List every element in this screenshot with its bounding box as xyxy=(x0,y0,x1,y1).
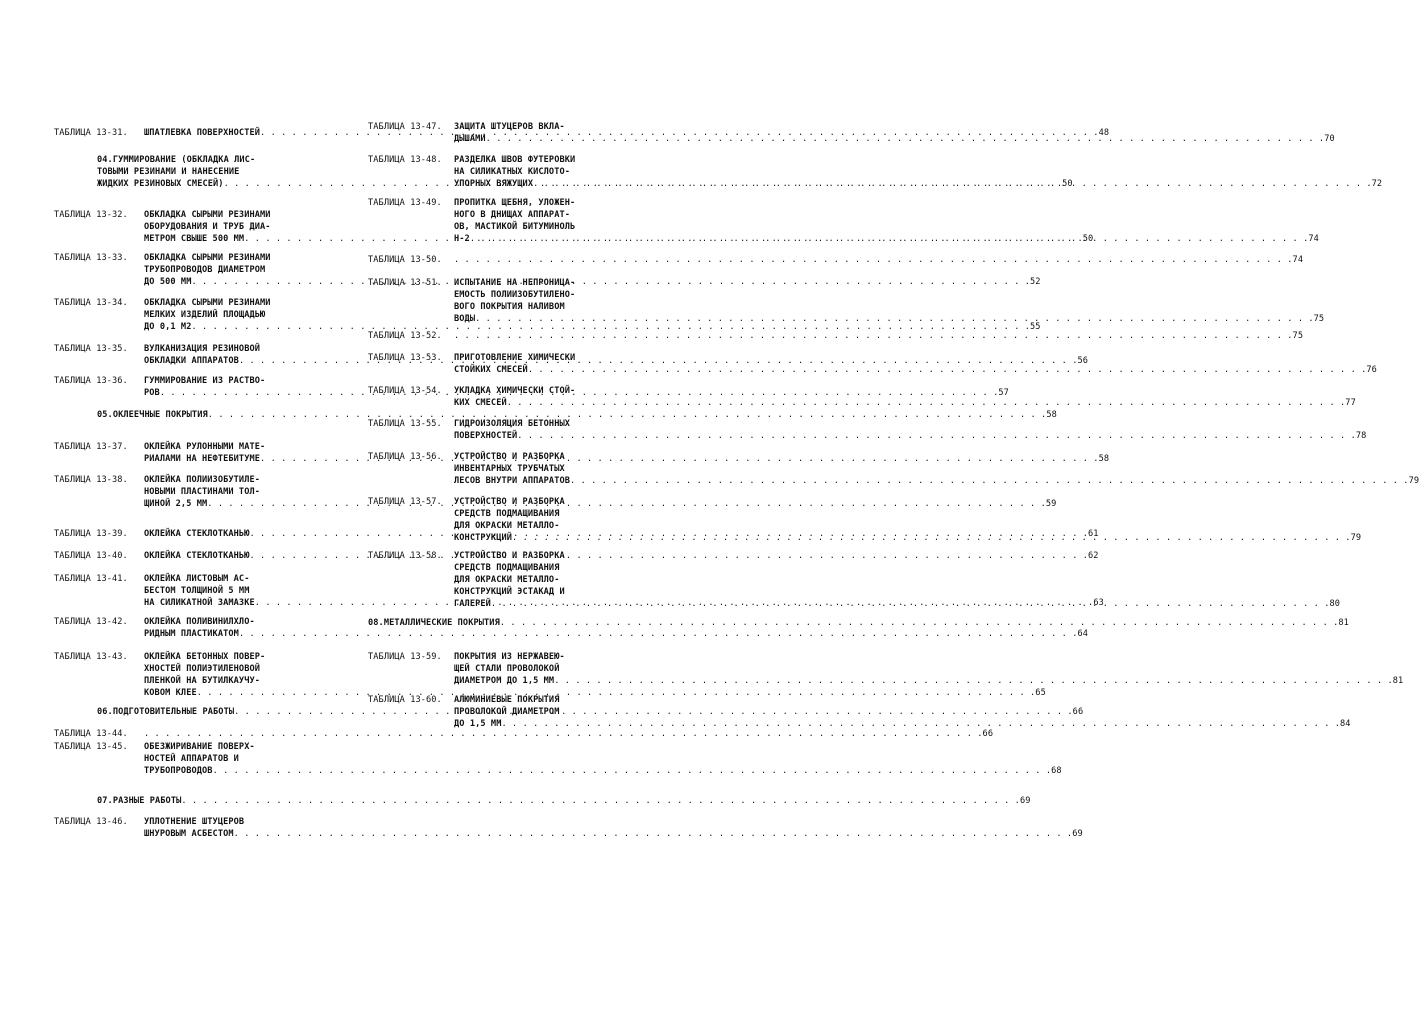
toc-title-line xyxy=(454,154,1382,166)
toc-title-text: ОКЛЕЙКА ПОЛИВИНИЛХЛО- xyxy=(144,617,255,627)
toc-title-text: КИХ СМЕСЕЙ xyxy=(454,398,507,408)
toc-table-number: ТАБЛИЦА 13-57. xyxy=(368,497,442,507)
toc-title-line xyxy=(454,301,1324,313)
toc-title-text: РИАЛАМИ НА НЕФТЕБИТУМЕ xyxy=(144,454,261,464)
toc-page-number: 56 xyxy=(1077,356,1089,366)
toc-title-text: 04.ГУММИРОВАНИЕ (ОБКЛАДКА ЛИС- xyxy=(97,155,256,165)
toc-title-text: НА СИЛИКАТНЫХ КИСЛОТО- xyxy=(454,167,571,177)
toc-title-line xyxy=(454,586,1340,598)
toc-title-text: ДО 1,5 ММ xyxy=(454,719,502,729)
toc-title-line xyxy=(454,508,1361,520)
toc-leader-dots xyxy=(181,795,1020,807)
toc-entry-body xyxy=(454,330,1303,342)
toc-leader-dots xyxy=(491,598,1330,610)
toc-title-line xyxy=(454,663,1403,675)
toc-leader-dots xyxy=(570,475,1409,487)
toc-title-line xyxy=(144,628,1088,640)
toc-leader-dots xyxy=(517,430,1356,442)
toc-leader-dots xyxy=(470,233,1309,245)
toc-title-text: НА СИЛИКАТНОЙ ЗАМАЗКЕ xyxy=(144,598,255,608)
toc-page-number: 69 xyxy=(1019,796,1031,806)
toc-title-text: ОКЛЕЙКА БЕТОННЫХ ПОВЕР- xyxy=(144,652,266,662)
toc-page-number: 59 xyxy=(1045,499,1057,509)
toc-title-text: ОКЛЕЙКА СТЕКЛОТКАНЬЮ xyxy=(144,551,250,561)
toc-entry xyxy=(368,330,1304,342)
toc-table-number: ТАБЛИЦА 13-39. xyxy=(54,529,128,539)
toc-table-number: ТАБЛИЦА 13-58. xyxy=(368,551,442,561)
toc-page-number: 81 xyxy=(1338,618,1349,628)
toc-title-text: СТОЙКИХ СМЕСЕЙ xyxy=(454,365,528,375)
toc-page-number: 64 xyxy=(1077,629,1089,639)
toc-page-number: 79 xyxy=(1408,476,1419,486)
toc-page-number: 79 xyxy=(1350,533,1362,543)
toc-title-text: 05.ОКЛЕЕЧНЫЕ ПОКРЫТИЯ xyxy=(97,410,208,420)
toc-title-text: ТОВЫМИ РЕЗИНАМИ И НАНЕСЕНИЕ xyxy=(97,167,240,177)
toc-title-line xyxy=(454,550,1340,562)
toc-table-number: ТАБЛИЦА 13-49. xyxy=(368,198,442,208)
toc-title-text: ЩИНОЙ 2,5 ММ xyxy=(144,499,208,509)
toc-title-line xyxy=(454,289,1324,301)
toc-table-number: ТАБЛИЦА 13-46. xyxy=(54,817,128,827)
toc-table-number: ТАБЛИЦА 13-55. xyxy=(368,419,442,429)
toc-title-line xyxy=(454,254,1303,266)
toc-title-line xyxy=(454,706,1351,718)
toc-title-text: Н-2 xyxy=(454,234,470,244)
toc-title-line xyxy=(454,352,1377,364)
toc-title-text: ПОКРЫТИЯ ИЗ НЕРЖАВЕЮ- xyxy=(454,652,565,662)
toc-table-number: ТАБЛИЦА 13-50. xyxy=(368,255,442,265)
toc-title-line xyxy=(454,718,1351,730)
toc-title-line xyxy=(454,496,1361,508)
toc-title-text: ГУММИРОВАНИЕ ИЗ РАСТВО- xyxy=(144,376,266,386)
toc-entry-body xyxy=(454,197,1319,245)
toc-title-line xyxy=(454,475,1419,487)
toc-title-line xyxy=(454,313,1324,325)
toc-title-text: ПРОВОЛОКОЙ ДИАМЕТРОМ xyxy=(454,707,560,717)
toc-title-text: ИСПЫТАНИЕ НА НЕПРОНИЦА- xyxy=(454,278,576,288)
toc-title-line xyxy=(144,816,1083,828)
toc-title-line xyxy=(97,795,1031,807)
toc-title-text: ОКЛЕЙКА СТЕКЛОТКАНЬЮ xyxy=(144,529,250,539)
toc-page-number: 62 xyxy=(1088,551,1099,561)
toc-title-line xyxy=(368,617,1349,629)
toc-table-number: ТАБЛИЦА 13-38. xyxy=(54,475,128,485)
toc-leader-dots xyxy=(239,628,1078,640)
toc-title-text: ШПАТЛЕВКА ПОВЕРХНОСТЕЙ xyxy=(144,128,261,138)
toc-page-number: 50 xyxy=(1062,179,1073,189)
toc-title-line xyxy=(454,598,1340,610)
toc-page-number: 78 xyxy=(1355,431,1367,441)
toc-table-number: ТАБЛИЦА 13-54. xyxy=(368,386,442,396)
toc-title-line xyxy=(454,197,1319,209)
toc-title-text: ТРУБОПРОВОДОВ ДИАМЕТРОМ xyxy=(144,265,266,275)
toc-table-number: ТАБЛИЦА 13-31. xyxy=(54,128,128,138)
toc-title-text: ЩЕЙ СТАЛИ ПРОВОЛОКОЙ xyxy=(454,664,560,674)
toc-page-number: 84 xyxy=(1340,719,1351,729)
toc-title-text: КОВОМ КЛЕЕ xyxy=(144,688,197,698)
toc-title-text: ГАЛЕРЕЙ xyxy=(454,599,491,609)
toc-leader-dots xyxy=(234,828,1073,840)
toc-page-number: 70 xyxy=(1324,134,1335,144)
toc-title-text: ЗАЩИТА ШТУЦЕРОВ ВКЛА- xyxy=(454,122,565,132)
toc-entry-body xyxy=(454,121,1335,145)
toc-table-number: ТАБЛИЦА 13-32. xyxy=(54,210,128,220)
toc-title-text: ПОВЕРХНОСТЕЙ xyxy=(454,431,518,441)
toc-title-text: ИНВЕНТАРНЫХ ТРУБЧАТЫХ xyxy=(454,464,565,474)
toc-title-text: НОСТЕЙ АППАРАТОВ И xyxy=(144,754,239,764)
toc-entry-body xyxy=(144,741,1062,777)
toc-entry-body xyxy=(454,352,1377,376)
toc-title-text: ВОДЫ xyxy=(454,314,476,324)
toc-title-text: ВОГО ПОКРЫТИЯ НАЛИВОМ xyxy=(454,302,565,312)
toc-page-number: 80 xyxy=(1329,599,1341,609)
toc-entry xyxy=(368,254,1304,266)
toc-title-text: МЕЛКИХ ИЗДЕЛИЙ ПЛОЩАДЬЮ xyxy=(144,310,266,320)
toc-entry-body xyxy=(368,617,1349,629)
toc-title-text: УСТРОЙСТВО И РАЗБОРКА xyxy=(454,551,565,561)
toc-page-number: 76 xyxy=(1366,365,1377,375)
toc-leader-dots xyxy=(507,397,1346,409)
toc-title-line xyxy=(454,385,1356,397)
toc-page-number: 66 xyxy=(982,729,994,739)
toc-title-text: КОНСТРУКЦИЙ ЭСТАКАД И xyxy=(454,587,565,597)
toc-page-number: 74 xyxy=(1292,255,1304,265)
toc-entry-body xyxy=(454,550,1340,610)
toc-entry-body xyxy=(97,795,1031,807)
toc-page-number: 65 xyxy=(1035,688,1046,698)
toc-title-text: ВУЛКАНИЗАЦИЯ РЕЗИНОВОЙ xyxy=(144,344,261,354)
toc-title-line xyxy=(454,532,1361,544)
toc-title-text: БЕСТОМ ТОЛЩИНОЙ 5 ММ xyxy=(144,586,250,596)
toc-table-number: ТАБЛИЦА 13-40. xyxy=(54,551,128,561)
toc-page-number: 61 xyxy=(1088,529,1099,539)
toc-entry-body xyxy=(454,496,1361,544)
toc-table-number: ТАБЛИЦА 13-41. xyxy=(54,574,128,584)
toc-title-line xyxy=(454,562,1340,574)
toc-title-text: ДО 0,1 М2 xyxy=(144,322,192,332)
toc-title-line xyxy=(454,651,1403,663)
toc-entry-body xyxy=(144,816,1083,840)
toc-title-line xyxy=(454,121,1335,133)
toc-page-number: 57 xyxy=(998,388,1009,398)
toc-title-text: ГИДРОИЗОЛЯЦИЯ БЕТОННЫХ xyxy=(454,419,571,429)
toc-title-text: ШНУРОВЫМ АСБЕСТОМ xyxy=(144,829,234,839)
toc-title-text: НОГО В ДНИЩАХ АППАРАТ- xyxy=(454,210,571,220)
toc-title-text: ОКЛЕЙКА ПОЛИИЗОБУТИЛЕ- xyxy=(144,475,261,485)
toc-page-number: 74 xyxy=(1308,234,1319,244)
toc-title-text: ДИАМЕТРОМ ДО 1,5 ММ xyxy=(454,676,555,686)
toc-title-text: ОБОРУДОВАНИЯ И ТРУБ ДИА- xyxy=(144,222,271,232)
toc-table-number: ТАБЛИЦА 13-42. xyxy=(54,617,128,627)
toc-page-number: 77 xyxy=(1345,398,1356,408)
toc-page-number: 58 xyxy=(1098,454,1110,464)
toc-title-text: ОКЛЕЙКА ЛИСТОВЫМ АС- xyxy=(144,574,250,584)
toc-title-line xyxy=(454,178,1382,190)
toc-title-text: 06.ПОДГОТОВИТЕЛЬНЫЕ РАБОТЫ xyxy=(97,707,235,717)
toc-title-text: ДО 500 ММ xyxy=(144,277,192,287)
toc-title-text: УСТРОЙСТВО И РАЗБОРКА xyxy=(454,497,565,507)
toc-page-number: 75 xyxy=(1313,314,1325,324)
toc-entry xyxy=(54,816,1083,840)
toc-table-number: ТАБЛИЦА 13-36. xyxy=(54,376,128,386)
toc-title-line xyxy=(454,451,1419,463)
toc-leader-dots xyxy=(475,313,1314,325)
toc-page-number: 55 xyxy=(1030,322,1041,332)
toc-title-line xyxy=(144,828,1083,840)
toc-leader-dots xyxy=(486,133,1325,145)
toc-entry-body xyxy=(454,385,1356,409)
toc-title-line xyxy=(454,463,1419,475)
toc-title-line xyxy=(454,418,1366,430)
toc-table-number: ТАБЛИЦА 13-56. xyxy=(368,452,442,462)
toc-title-text: НОВЫМИ ПЛАСТИНАМИ ТОЛ- xyxy=(144,487,261,497)
toc-title-text: АЛЮМИНИЕВЫЕ ПОКРЫТИЯ xyxy=(454,695,560,705)
toc-table-number: ТАБЛИЦА 13-33. xyxy=(54,253,128,263)
toc-leader-dots xyxy=(454,330,1293,342)
toc-title-line xyxy=(144,741,1062,753)
toc-section-heading xyxy=(97,409,1057,421)
toc-title-text: РАЗДЕЛКА ШВОВ ФУТЕРОВКИ xyxy=(454,155,576,165)
toc-table-number: ТАБЛИЦА 13-35. xyxy=(54,344,128,354)
toc-entry xyxy=(368,418,1367,442)
toc-page-number: 66 xyxy=(1072,707,1084,717)
toc-title-text: КОНСТРУКЦИЙ xyxy=(454,533,513,543)
toc-title-line xyxy=(454,133,1335,145)
toc-title-text: ХНОСТЕЙ ПОЛИЭТИЛЕНОВОЙ xyxy=(144,664,261,674)
toc-leader-dots xyxy=(454,254,1293,266)
toc-title-text: СРЕДСТВ ПОДМАЩИВАНИЯ xyxy=(454,509,560,519)
toc-page-number: 72 xyxy=(1371,179,1383,189)
toc-title-text: РИДНЫМ ПЛАСТИКАТОМ xyxy=(144,629,239,639)
toc-title-text: 07.РАЗНЫЕ РАБОТЫ xyxy=(97,796,182,806)
toc-title-text: ОБКЛАДКА СЫРЫМИ РЕЗИНАМИ xyxy=(144,210,271,220)
toc-leader-dots xyxy=(512,532,1351,544)
toc-table-number: ТАБЛИЦА 13-37. xyxy=(54,442,128,452)
toc-entry xyxy=(54,728,994,740)
toc-title-text: ОБКЛАДКИ АППАРАТОВ xyxy=(144,356,239,366)
toc-title-text: ДЛЯ ОКРАСКИ МЕТАЛЛО- xyxy=(454,575,560,585)
toc-title-text: ТРУБОПРОВОДОВ xyxy=(144,766,213,776)
toc-title-line xyxy=(454,430,1366,442)
toc-table-number: ТАБЛИЦА 13-52. xyxy=(368,331,442,341)
toc-title-text: МЕТРОМ СВЫШЕ 500 ММ xyxy=(144,234,245,244)
toc-title-text: ОВ, МАСТИКОЙ БИТУМИНОЛЬ xyxy=(454,222,576,232)
toc-title-text: ОБКЛАДКА СЫРЫМИ РЕЗИНАМИ xyxy=(144,298,271,308)
toc-title-line xyxy=(454,397,1356,409)
toc-title-line xyxy=(454,233,1319,245)
toc-title-text: СРЕДСТВ ПОДМАЩИВАНИЯ xyxy=(454,563,560,573)
toc-title-text: ЖИДКИХ РЕЗИНОВЫХ СМЕСЕЙ) xyxy=(97,179,224,189)
toc-title-line xyxy=(454,520,1361,532)
toc-title-text: ДЛЯ ОКРАСКИ МЕТАЛЛО- xyxy=(454,521,560,531)
toc-title-line xyxy=(454,166,1382,178)
toc-title-line xyxy=(454,574,1340,586)
toc-table-number: ТАБЛИЦА 13-43. xyxy=(54,652,128,662)
toc-table-number: ТАБЛИЦА 13-60. xyxy=(368,695,442,705)
toc-title-line xyxy=(454,675,1403,687)
toc-leader-dots xyxy=(533,178,1372,190)
toc-leader-dots xyxy=(528,364,1367,376)
toc-entry xyxy=(368,651,1404,687)
toc-leader-dots xyxy=(501,718,1340,730)
toc-title-text: 08.МЕТАЛЛИЧЕСКИЕ ПОКРЫТИЯ xyxy=(368,618,500,628)
toc-page-number: 58 xyxy=(1046,410,1057,420)
toc-entry-body xyxy=(454,418,1366,442)
toc-table-number: ТАБЛИЦА 13-34. xyxy=(54,298,128,308)
toc-title-line xyxy=(454,694,1351,706)
toc-table-number: ТАБЛИЦА 13-45. xyxy=(54,742,128,752)
toc-table-number: ТАБЛИЦА 13-51. xyxy=(368,278,442,288)
toc-title-line xyxy=(454,364,1377,376)
toc-title-text: ЕМОСТЬ ПОЛИИЗОБУТИЛЕНО- xyxy=(454,290,576,300)
toc-page-number: 69 xyxy=(1072,829,1083,839)
toc-entry-body xyxy=(454,451,1419,487)
toc-title-text: ОБЕЗЖИРИВАНИЕ ПОВЕРХ- xyxy=(144,742,255,752)
toc-section-heading xyxy=(368,617,1349,629)
toc-section-heading xyxy=(97,795,1031,807)
toc-title-text: ДЫШАМИ xyxy=(454,134,486,144)
toc-title-text: ОБКЛАДКА СЫРЫМИ РЕЗИНАМИ xyxy=(144,253,271,263)
toc-title-text: УСТРОЙСТВО И РАЗБОРКА xyxy=(454,452,565,462)
toc-table-number: ТАБЛИЦА 13-53. xyxy=(368,353,442,363)
toc-entry-body xyxy=(454,277,1324,325)
toc-entry-body xyxy=(454,694,1351,730)
toc-title-line xyxy=(454,209,1319,221)
toc-table-number: ТАБЛИЦА 13-59. xyxy=(368,652,442,662)
toc-entry-body xyxy=(454,254,1303,266)
toc-title-text: РОВ xyxy=(144,388,160,398)
toc-table-number: ТАБЛИЦА 13-48. xyxy=(368,155,442,165)
toc-title-line xyxy=(144,765,1062,777)
toc-table-number: ТАБЛИЦА 13-47. xyxy=(368,122,442,132)
toc-page-number: 68 xyxy=(1051,766,1062,776)
toc-page-number: 52 xyxy=(1030,277,1041,287)
toc-title-text: ПЛЕНКОЙ НА БУТИЛКАУЧУ- xyxy=(144,676,261,686)
toc-title-text: УПЛОТНЕНИЕ ШТУЦЕРОВ xyxy=(144,817,245,827)
toc-leader-dots xyxy=(213,765,1052,777)
toc-leader-dots xyxy=(500,617,1339,629)
toc-table-number: ТАБЛИЦА 13-44. xyxy=(54,729,128,739)
toc-page-number: 81 xyxy=(1392,676,1404,686)
toc-page-number: 63 xyxy=(1093,598,1104,608)
toc-entry-body xyxy=(454,651,1403,687)
toc-title-text: УПОРНЫХ ВЯЖУЩИХ xyxy=(454,179,534,189)
toc-page-number: 48 xyxy=(1098,128,1110,138)
toc-title-line xyxy=(454,221,1319,233)
toc-title-line xyxy=(454,277,1324,289)
toc-entry-body xyxy=(454,154,1382,190)
toc-title-text: ПРИГОТОВЛЕНИЕ ХИМИЧЕСКИ xyxy=(454,353,576,363)
toc-page-number: 50 xyxy=(1082,234,1094,244)
toc-title-line xyxy=(454,330,1303,342)
toc-title-text: УКЛАДКА ХИМИЧЕСКИ СТОЙ- xyxy=(454,386,576,396)
toc-title-text: ОКЛЕЙКА РУЛОННЫМИ МАТЕ- xyxy=(144,442,266,452)
toc-title-line xyxy=(144,753,1062,765)
toc-entry xyxy=(54,741,1062,777)
toc-title-text: ЛЕСОВ ВНУТРИ АППАРАТОВ xyxy=(454,476,571,486)
toc-title-text: ПРОПИТКА ЩЕБНЯ, УЛОЖЕН- xyxy=(454,198,576,208)
toc-leader-dots xyxy=(554,675,1393,687)
toc-page-number: 75 xyxy=(1292,331,1304,341)
